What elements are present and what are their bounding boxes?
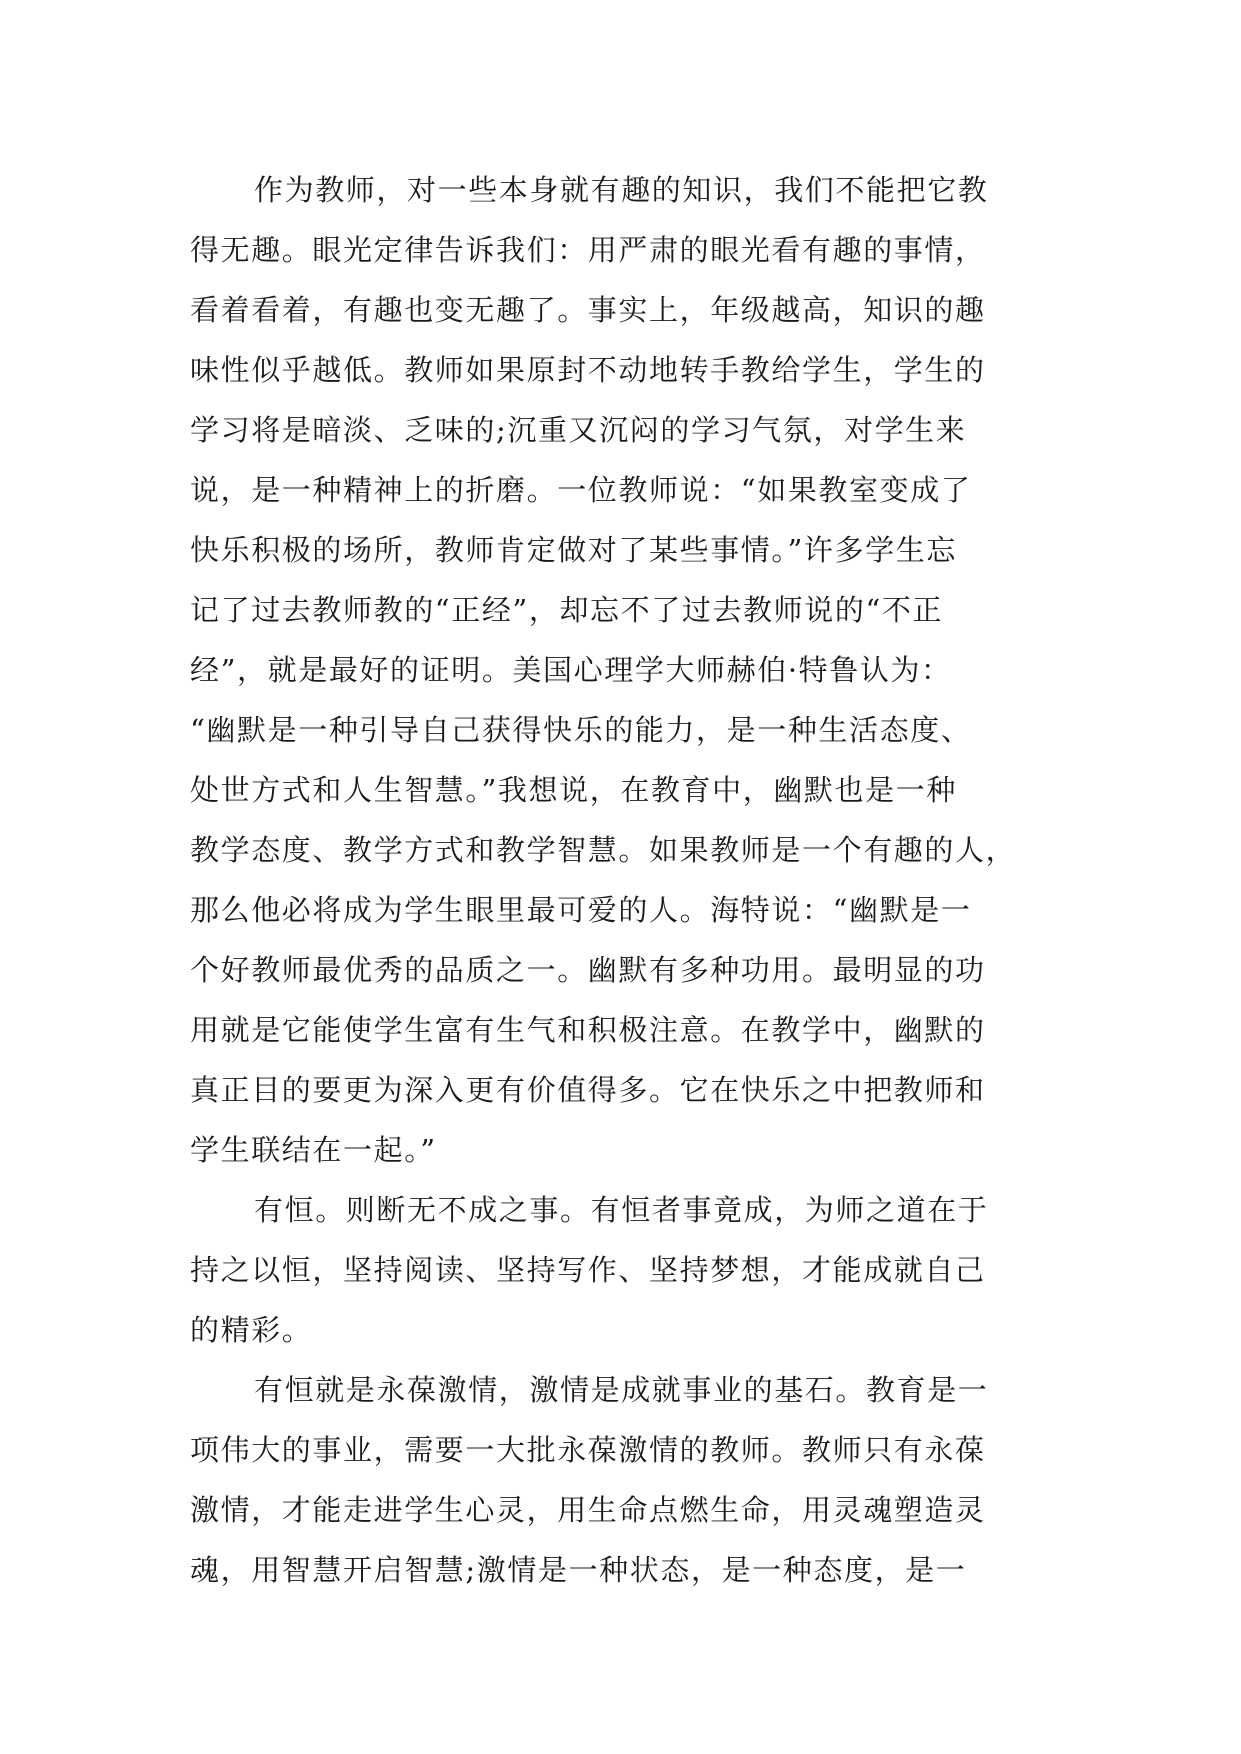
text-line: 有恒。则断无不成之事。有恒者事竟成，为师之道在于 (254, 1193, 989, 1227)
text-line: 那么他必将成为学生眼里最可爱的人。海特说：“幽默是一 (190, 893, 972, 927)
text-line: 说，是一种精神上的折磨。一位教师说：“如果教室变成了 (190, 473, 972, 507)
text-line: 项伟大的事业，需要一大批永葆激情的教师。教师只有永葆 (190, 1433, 986, 1467)
text-line: 学生联结在一起。” (190, 1133, 437, 1167)
text-line: 真正目的要更为深入更有价值得多。它在快乐之中把教师和 (190, 1073, 986, 1107)
text-line: 用就是它能使学生富有生气和积极注意。在教学中，幽默的 (190, 1013, 986, 1047)
text-line: 个好教师最优秀的品质之一。幽默有多种功用。最明显的功 (190, 953, 986, 987)
text-line: 作为教师，对一些本身就有趣的知识，我们不能把它教 (254, 173, 989, 207)
text-line: 味性似乎越低。教师如果原封不动地转手教给学生，学生的 (190, 353, 986, 387)
text-line: 处世方式和人生智慧。”我想说，在教育中，幽默也是一种 (190, 773, 957, 807)
text-line: 看着看着，有趣也变无趣了。事实上，年级越高，知识的趣 (190, 293, 986, 327)
text-line: 得无趣。眼光定律告诉我们：用严肃的眼光看有趣的事情， (190, 233, 986, 267)
text-line: 魂，用智慧开启智慧;激情是一种状态，是一种态度，是一 (190, 1553, 967, 1587)
text-line: 教学态度、教学方式和教学智慧。如果教师是一个有趣的人， (190, 833, 1017, 867)
text-line: 经”，就是最好的证明。美国心理学大师赫伯·特鲁认为： (190, 653, 952, 687)
text-line: 学习将是暗淡、乏味的;沉重又沉闷的学习气氛，对学生来 (190, 413, 967, 447)
text-line: “幽默是一种引导自己获得快乐的能力，是一种生活态度、 (190, 713, 972, 747)
body-text (190, 160, 1070, 1600)
text-line: 快乐积极的场所，教师肯定做对了某些事情。”许多学生忘 (190, 533, 957, 567)
text-line: 记了过去教师教的“正经”，却忘不了过去教师说的“不正 (190, 593, 944, 627)
text-line: 的精彩。 (190, 1313, 313, 1347)
text-line: 有恒就是永葆激情，激情是成就事业的基石。教育是一 (254, 1373, 989, 1407)
text-line: 持之以恒，坚持阅读、坚持写作、坚持梦想，才能成就自己 (190, 1253, 986, 1287)
text-line: 激情，才能走进学生心灵，用生命点燃生命，用灵魂塑造灵 (190, 1493, 986, 1527)
